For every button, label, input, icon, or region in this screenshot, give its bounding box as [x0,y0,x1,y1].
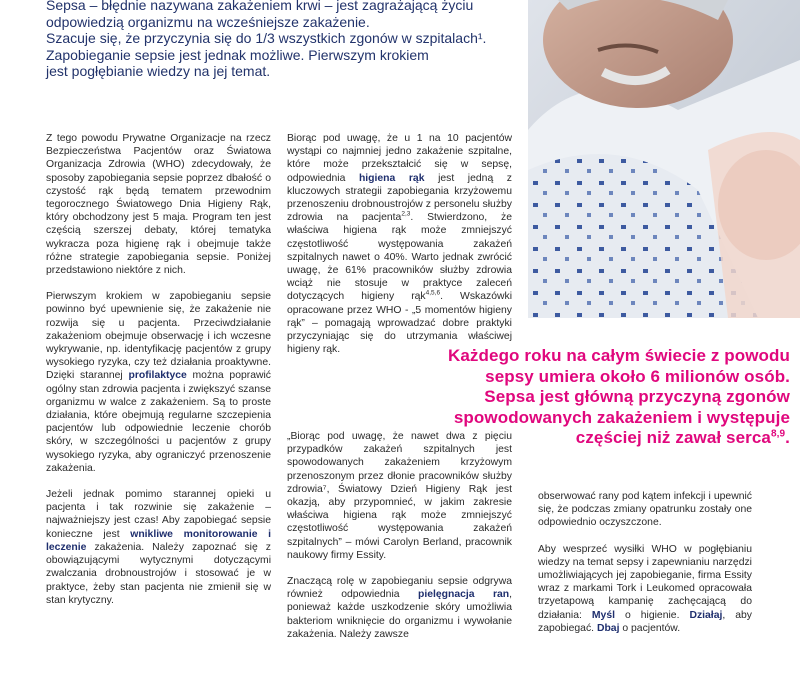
article-column-middle-bottom [287,430,512,654]
pull-quote-text: Każdego roku na całym świecie z powodu sepsy umiera około 6 milionów osób. Sepsa jest główną przyczyną zgonów spowodowanych zakażeniem i występuje częściej niż zawał serca [448,346,790,447]
paragraph: obserwować rany pod kątem infekcji i upewnić się, że podczas zmiany opatrunku zostały one odpowiednio oczyszczone. [538,491,752,529]
pull-quote [444,346,790,449]
intro-line: Szacuje się, że przyczynia się do 1/3 wszystkich zgonów w szpitalach¹. [46,30,487,47]
text: można poprawić ogólny stan zdrowia pacjenta i zwiększyć szanse organizmu w walce z zakażeniem. Są to proste działania, które obejmują regularne szczepienia pacjentów lub odpowiednie leczenie chorób skóry, w szczególności u pacjentów z grupy wysokiego ryzyka, aby ograniczyć przenoszenie zakażenia. [46,370,271,474]
paragraph [46,290,271,475]
text: , ponieważ każde uszkodzenie skóry umożliwia bakteriom wniknięcie do organizmu i wywołanie zakażenia. Należy zawsze [287,589,513,640]
intro-line: odpowiedzią organizmu na wcześniejsze zakażenie. [46,13,370,30]
intro-line: jest pogłębianie wiedzy na jej temat. [46,63,271,80]
intro-line: Zapobieganie sepsie jest jednak możliwe. Pierwszym krokiem [46,46,429,63]
article-column-middle-top [287,132,512,369]
text: . Stwierdzono, że właściwa higiena rąk może zmniejszyć częstotliwość występowania zakażeń szpitalnych nawet o 40%. Warto jednak zwrócić uwagę, że 61% pracowników służby zdrowia wciąż nie stosuje w praktyce zaleceń dotyczących higieny rąk [287,212,513,303]
paragraph [287,132,512,356]
intro-line: Sepsa – błędnie nazywana zakażeniem krwi – jest zagrażającą życiu [46,0,474,13]
text: zakażenia. Należy zapoznać się z obowiązującymi wytycznymi dotyczącymi zwalczania drobnoustrojów i stosować je w praktyce, żeby stan pacjenta nie zmienił się w stan krytyczny. [46,541,271,606]
highlight-term: higiena rąk [358,172,425,184]
text: o higienie. [624,609,680,621]
text: o pacjentów. [622,622,681,634]
article-column-left [46,132,271,620]
text: . [785,428,790,447]
text: Pierwszym krokiem w zapobieganiu sepsie powinno być upewnienie się, że zakażenie nie rozwija się u pacjenta. Przeciwdziałanie zakażeniom obejmuje obserwację i ich wczesne wykrywanie, np. identyfikację pacjentów z grupy wysokiego ryzyka, czy też działania proaktywne. Dzięki starannej [46,291,271,382]
quote-paragraph: „Biorąc pod uwagę, że nawet dwa z pięciu przypadków zakażeń szpitalnych jest spowodowanych zakażeniem krzyżowym przenoszonym przez dłonie pracowników służby zdrowia⁷, Światowy Dzień Higieny Rąk jest okazją, aby przypomnieć, w jakim zakresie właściwa higiena rąk może zmniejszyć częstotliwość występowania zakażeń szpitalnych” – mówi Carolyn Berland, pracownik naukowy firmy Essity. [287,431,512,561]
highlight-term: Myśl [591,609,615,621]
paragraph [287,575,512,641]
text: Znaczącą rolę w zapobieganiu sepsie odgrywa również odpowiednia [287,576,512,601]
article-column-right [538,490,752,648]
paragraph: Z tego powodu Prywatne Organizacje na rzecz Bezpieczeństwa Pacjentów oraz Światowa Organizacja Zdrowia (WHO) zdecydowały, że sposoby zapobiegania sepsie poprzez dbałość o czystość rąk będą tematem przewodnim tegorocznego Światowego Dnia Higieny Rąk, który obchodzony jest 5 maja. Program ten jest częścią szerszej debaty, której tematyka wykracza poza higienę rąk i obejmuje także różne strategie zapobiegania sepsie. Poniżej przedstawiono niektóre z nich. [46,133,271,277]
highlight-term: Dbaj [596,622,620,634]
highlight-term: Działaj [689,609,723,621]
text: Aby wesprzeć wysiłki WHO w pogłębianiu wiedzy na temat sepsy i zapewnianiu narzędzi umożliwiających jej zapobieganie, firma Essity wraz z markami Tork i Leukomed opracowała trzyetapową kampanię zachęcającą do działania: [538,543,752,621]
footnote-ref: 4,5,6 [425,289,441,297]
paragraph [538,543,752,635]
highlight-term: wnikliwe monitorowanie i leczenie [46,528,271,553]
text: . Wskazówki opracowane przez WHO - „5 momentów higieny rąk” – pomagają wprowadzać dobre praktyki przyczyniając się do utrzymania właściwej higieny rąk. [287,291,513,356]
highlight-term: pielęgnacja ran [417,589,510,601]
footnote-ref: 2,3 [401,210,411,218]
highlight-term: profilaktyce [128,370,187,382]
patient-photo [528,0,800,318]
text: Jeżeli jednak pomimo starannej opieki u pacjenta i tak rozwinie się zakażenie – najważniejszy jest czas! Aby zapobiegać sepsie konieczne jest [46,489,271,540]
footnote-ref: 8,9 [770,428,786,440]
paragraph [46,488,271,607]
text: jest jedną z kluczowych strategii zapobiegania krzyżowemu przenoszeniu drobnoustrojów z personelu służby zdrowia na pacjenta [287,172,512,224]
text: , aby zapobiegać. [538,609,752,634]
intro-text [46,0,516,80]
text: Biorąc pod uwagę, że u 1 na 10 pacjentów wystąpi co najmniej jedno zakażenie szpitalne, które może przekształcić się w sepsę, odpowiednia [287,133,512,184]
